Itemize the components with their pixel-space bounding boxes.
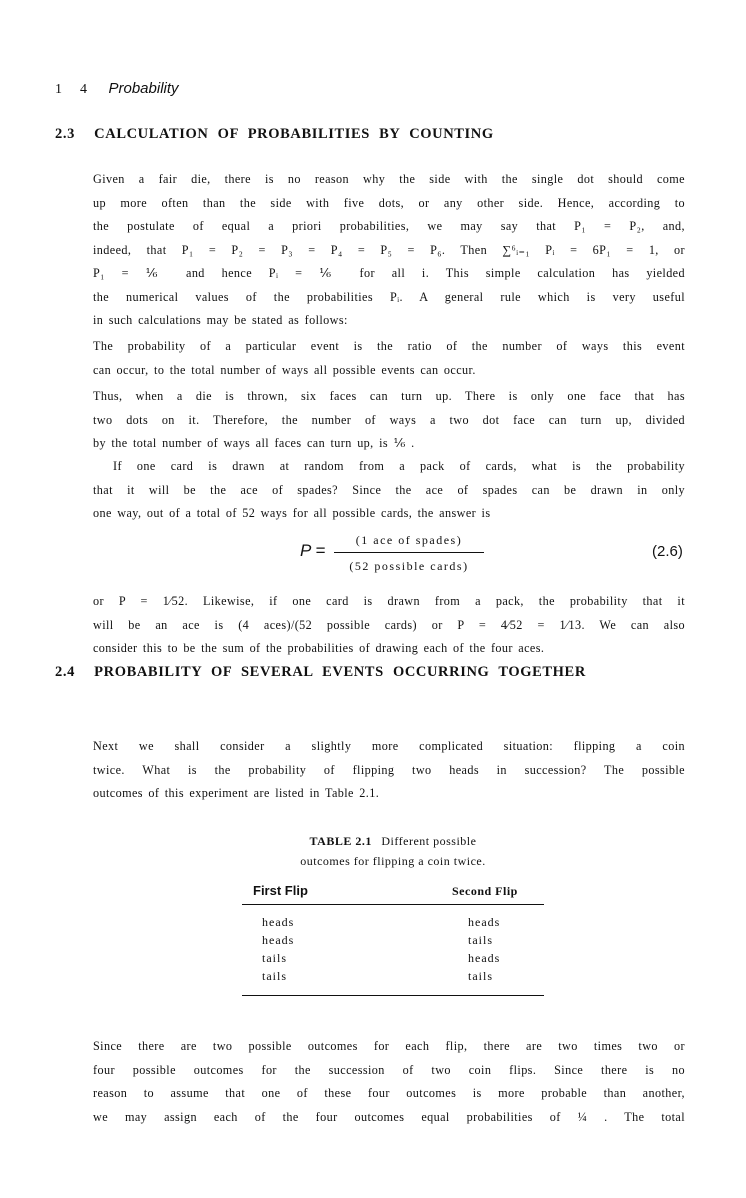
- text-line: indeed, that P₁ = P₂ = P₃ = P₄ = P₅ = P₆. Then ∑⁶ᵢ₌₁ Pᵢ = 6P₁ = 1, or: [93, 242, 685, 257]
- section-number: 2.4: [55, 664, 75, 680]
- text-line: one way, out of a total of 52 ways for all possible cards, the answer is: [93, 506, 491, 520]
- text-line: can occur, to the total number of ways all possible events can occur.: [93, 362, 476, 377]
- text-line: Next we shall consider a slightly more complicated situation: flipping a coin: [93, 739, 685, 753]
- text-line: consider this to be the sum of the probabilities of drawing each of the four aces.: [93, 641, 545, 655]
- equation-2-6: [0, 533, 746, 583]
- text-line: will be an ace is (4 aces)/(52 possible cards) or P = 4⁄52 = 1⁄13. We can also: [93, 617, 685, 632]
- table-cell: tails: [262, 969, 287, 983]
- table-caption-text: Different possible: [381, 834, 477, 848]
- table-caption-line: outcomes for flipping a coin twice.: [300, 854, 486, 868]
- table-row: [242, 915, 544, 933]
- equation-lhs: P =: [300, 541, 326, 560]
- text-line: Since there are two possible outcomes for each flip, there are two times two or: [93, 1039, 685, 1053]
- text-line: two dots on it. Therefore, the number of ways a two dot face can turn up, divided: [93, 412, 685, 427]
- text-line: up more often than the side with five dots, or any other side. Hence, according to: [93, 195, 685, 210]
- text-line: we may assign each of the four outcomes equal probabilities of ¼ . The total: [93, 1109, 685, 1124]
- table-cell: tails: [468, 933, 493, 947]
- table-row: [242, 933, 544, 951]
- text-line: four possible outcomes for the succession of two coin flips. Since there is no: [93, 1062, 685, 1077]
- equation-fraction: [334, 533, 484, 574]
- text-line: the numerical values of the probabilities Pᵢ. A general rule which is very useful: [93, 289, 685, 304]
- table-cell: heads: [468, 915, 501, 929]
- paragraph-coin: [93, 735, 685, 806]
- paragraph-die-thrown: [93, 385, 685, 456]
- page-number: 14: [55, 82, 105, 97]
- text-line: The probability of a particular event is the ratio of the number of ways this event: [93, 339, 685, 353]
- text-line: reason to assume that one of these four outcomes is more probable than another,: [93, 1086, 685, 1100]
- text-line: If one card is drawn at random from a pack of cards, what is the probability: [113, 459, 685, 473]
- paragraph-rule: [93, 335, 685, 382]
- table-cell: heads: [262, 933, 295, 947]
- text-line: that it will be the ace of spades? Since the ace of spades can be drawn in only: [93, 482, 685, 497]
- table-cell: heads: [468, 951, 501, 965]
- outcomes-table: [242, 870, 544, 996]
- table-caption-line: [242, 831, 544, 851]
- text-line: Thus, when a die is thrown, six faces can turn up. There is only one face that has: [93, 389, 685, 403]
- section-heading-2-3: [55, 126, 494, 143]
- table-body: [242, 905, 544, 995]
- equation-denominator: (52 possible cards): [349, 559, 469, 573]
- equation-numerator: (1 ace of spades): [334, 533, 484, 553]
- table-label: TABLE 2.1: [309, 834, 372, 848]
- section-heading-2-4: [55, 664, 586, 681]
- table-header: [242, 870, 544, 904]
- text-line: by the total number of ways all faces can turn up, is ⅙ .: [93, 436, 415, 450]
- section-title: PROBABILITY OF SEVERAL EVENTS OCCURRING TOGETHER: [94, 664, 586, 680]
- paragraph-card-drawn: [93, 455, 685, 526]
- text-line: in such calculations may be stated as follows:: [93, 313, 348, 327]
- column-header-second-flip: Second Flip: [452, 884, 518, 898]
- table-cell: heads: [262, 915, 295, 929]
- paragraph-fair-die: [93, 168, 685, 333]
- paragraph-two-flips: [93, 1035, 685, 1129]
- text-line: Given a fair die, there is no reason why the side with the single dot should come: [93, 172, 685, 186]
- table-row: [242, 969, 544, 987]
- text-line: twice. What is the probability of flipping two heads in succession? The possible: [93, 762, 685, 777]
- column-header-first-flip: First Flip: [253, 883, 308, 898]
- text-line: the postulate of equal a priori probabilities, we may say that P₁ = P₂, and,: [93, 219, 685, 233]
- running-title: Probability: [108, 80, 179, 97]
- table-cell: tails: [468, 969, 493, 983]
- section-title: CALCULATION OF PROBABILITIES BY COUNTING: [94, 126, 494, 142]
- table-cell: tails: [262, 951, 287, 965]
- running-head: [55, 80, 179, 98]
- section-number: 2.3: [55, 126, 75, 142]
- table-rule: [242, 995, 544, 996]
- text-line: or P = 1⁄52. Likewise, if one card is drawn from a pack, the probability that it: [93, 594, 685, 608]
- table-caption: [242, 831, 544, 871]
- paragraph-ace: [93, 590, 685, 661]
- text-line: P₁ = ⅙ and hence Pᵢ = ⅙ for all i. This simple calculation has yielded: [93, 266, 685, 280]
- table-row: [242, 951, 544, 969]
- equation-number: (2.6): [652, 543, 683, 560]
- text-line: outcomes of this experiment are listed in Table 2.1.: [93, 786, 380, 800]
